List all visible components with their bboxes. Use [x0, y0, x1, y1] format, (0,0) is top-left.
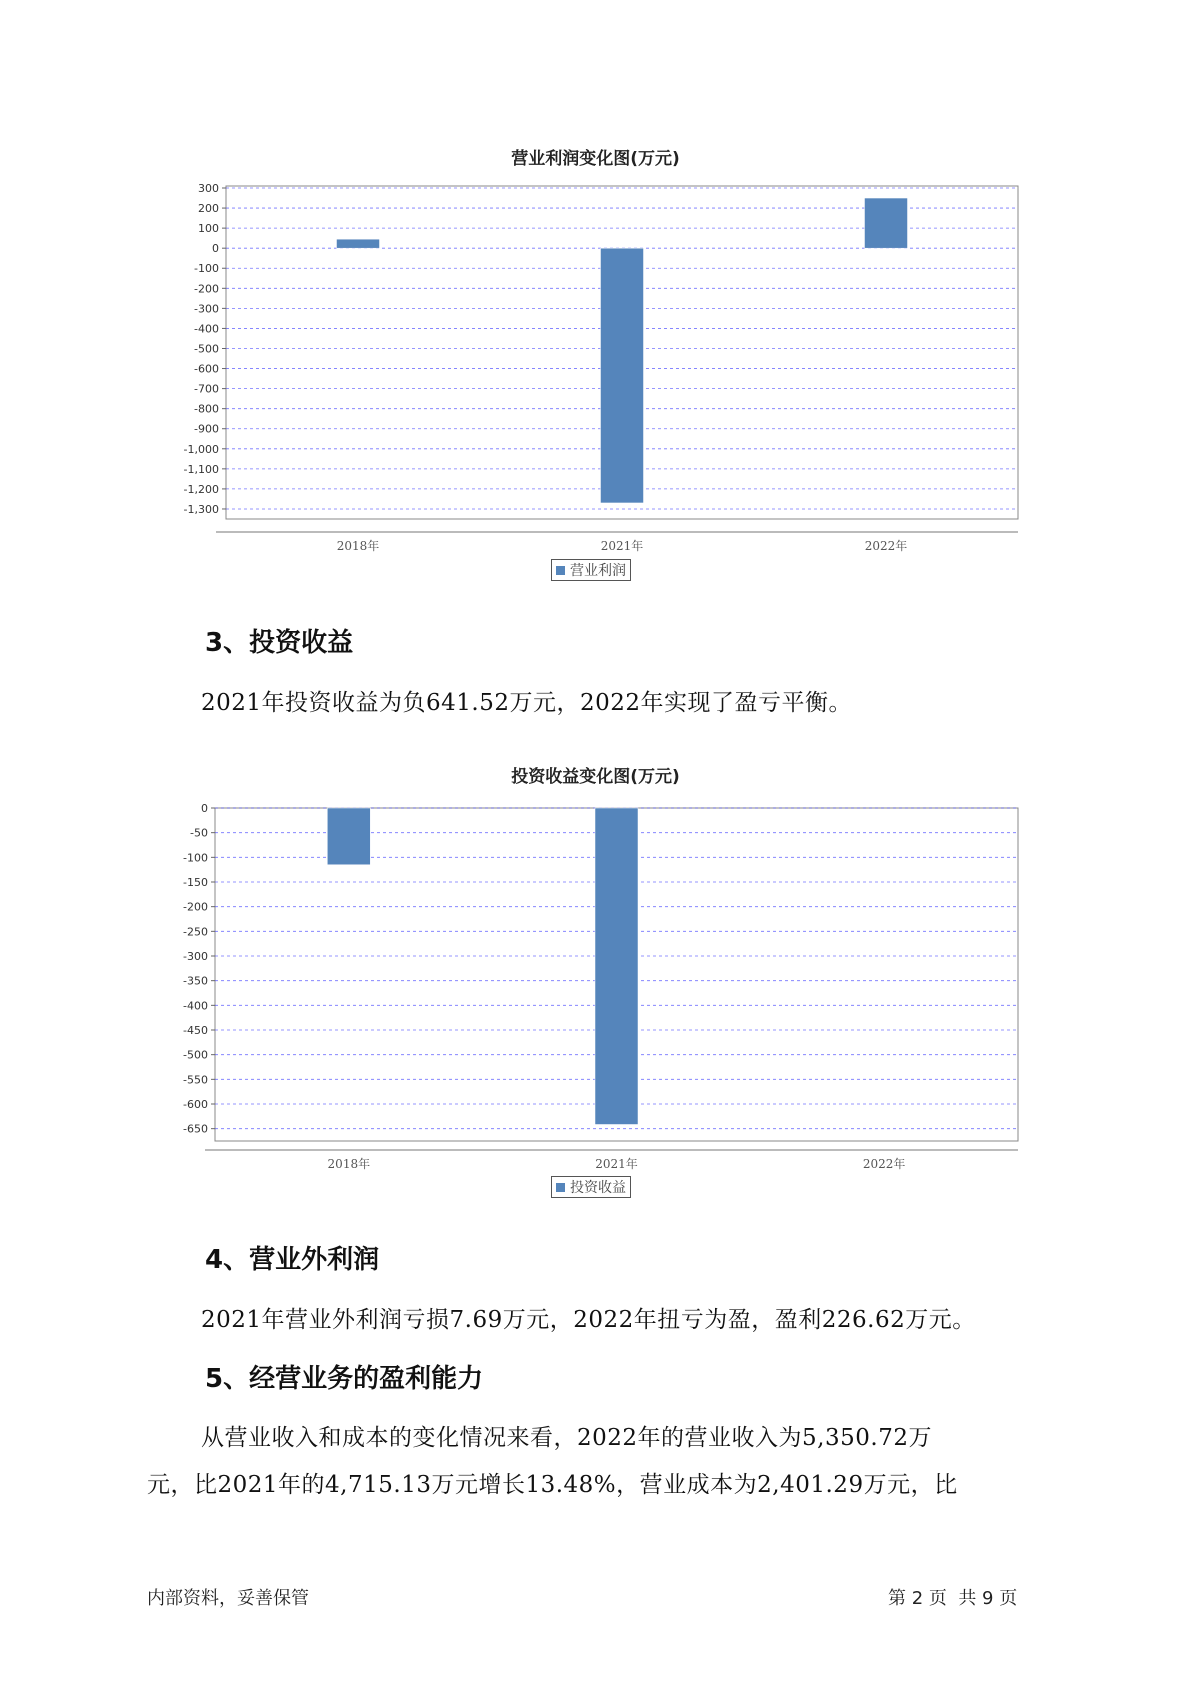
- bar: [595, 808, 638, 1124]
- y-tick-label: -200: [183, 900, 208, 914]
- x-category-label: 2018年: [336, 539, 380, 553]
- section5-line1: 从营业收入和成本的变化情况来看，2022年的营业收入为5,350.72万: [201, 1425, 932, 1451]
- section4-text: 2021年营业外利润亏损7.69万元，2022年扭亏为盈，盈利226.62万元。: [201, 1307, 976, 1333]
- y-tick-label: -1,300: [183, 502, 219, 516]
- chart1-title: 营业利润变化图(万元): [511, 149, 680, 169]
- x-category-label: 2022年: [862, 1157, 906, 1171]
- y-tick-label: -350: [183, 974, 208, 988]
- y-tick-label: -300: [194, 302, 219, 316]
- footer-confidential: 内部资料，妥善保管: [147, 1588, 309, 1609]
- y-tick-label: 300: [198, 182, 219, 196]
- y-tick-label: -800: [194, 402, 219, 416]
- y-tick-label: -500: [183, 1048, 208, 1062]
- section4-heading: 4、营业外利润: [205, 1245, 380, 1275]
- section3-heading: 3、投资收益: [205, 628, 354, 658]
- x-category-label: 2022年: [864, 539, 908, 553]
- y-tick-label: -600: [194, 362, 219, 376]
- x-category-label: 2021年: [600, 539, 644, 553]
- y-tick-label: -400: [194, 322, 219, 336]
- section5-heading: 5、经营业务的盈利能力: [205, 1364, 484, 1394]
- y-tick-label: -1,000: [183, 442, 219, 456]
- x-category-label: 2018年: [327, 1157, 371, 1171]
- bar: [327, 808, 370, 865]
- y-tick-label: -1,100: [183, 462, 219, 476]
- y-tick-label: -450: [183, 1024, 208, 1037]
- section3-text: 2021年投资收益为负641.52万元，2022年实现了盈亏平衡。: [201, 690, 853, 716]
- y-tick-label: -400: [183, 999, 208, 1013]
- y-tick-label: -1,200: [183, 482, 219, 496]
- chart2-legend-label: 投资收益: [570, 1180, 626, 1196]
- y-tick-label: -100: [194, 262, 219, 276]
- y-tick-label: 0: [201, 802, 208, 815]
- y-tick-label: -700: [194, 382, 219, 396]
- chart1-legend-label: 营业利润: [570, 563, 626, 579]
- y-tick-label: -150: [183, 876, 208, 889]
- y-tick-label: -550: [183, 1073, 208, 1087]
- y-tick-label: 200: [198, 202, 219, 216]
- y-tick-label: -100: [183, 851, 208, 865]
- y-tick-label: -50: [190, 826, 208, 840]
- y-tick-label: -900: [194, 422, 219, 436]
- y-tick-label: -650: [183, 1122, 208, 1136]
- y-tick-label: -200: [194, 282, 219, 296]
- legend-swatch-icon: [556, 1183, 565, 1192]
- y-tick-label: -300: [183, 950, 208, 963]
- y-tick-label: -250: [183, 925, 208, 939]
- x-category-label: 2021年: [595, 1157, 638, 1171]
- y-tick-label: -600: [183, 1098, 208, 1111]
- y-tick-label: 100: [198, 222, 219, 236]
- chart2-title: 投资收益变化图(万元): [511, 767, 680, 787]
- footer-page-number: 第 2 页 共 9 页: [888, 1588, 1018, 1609]
- chart2-legend: [551, 1176, 631, 1198]
- y-tick-label: 0: [212, 242, 219, 256]
- y-tick-label: -500: [194, 342, 219, 356]
- section5-line2: 元，比2021年的4,715.13万元增长13.48%，营业成本为2,401.29万元，比: [147, 1472, 958, 1498]
